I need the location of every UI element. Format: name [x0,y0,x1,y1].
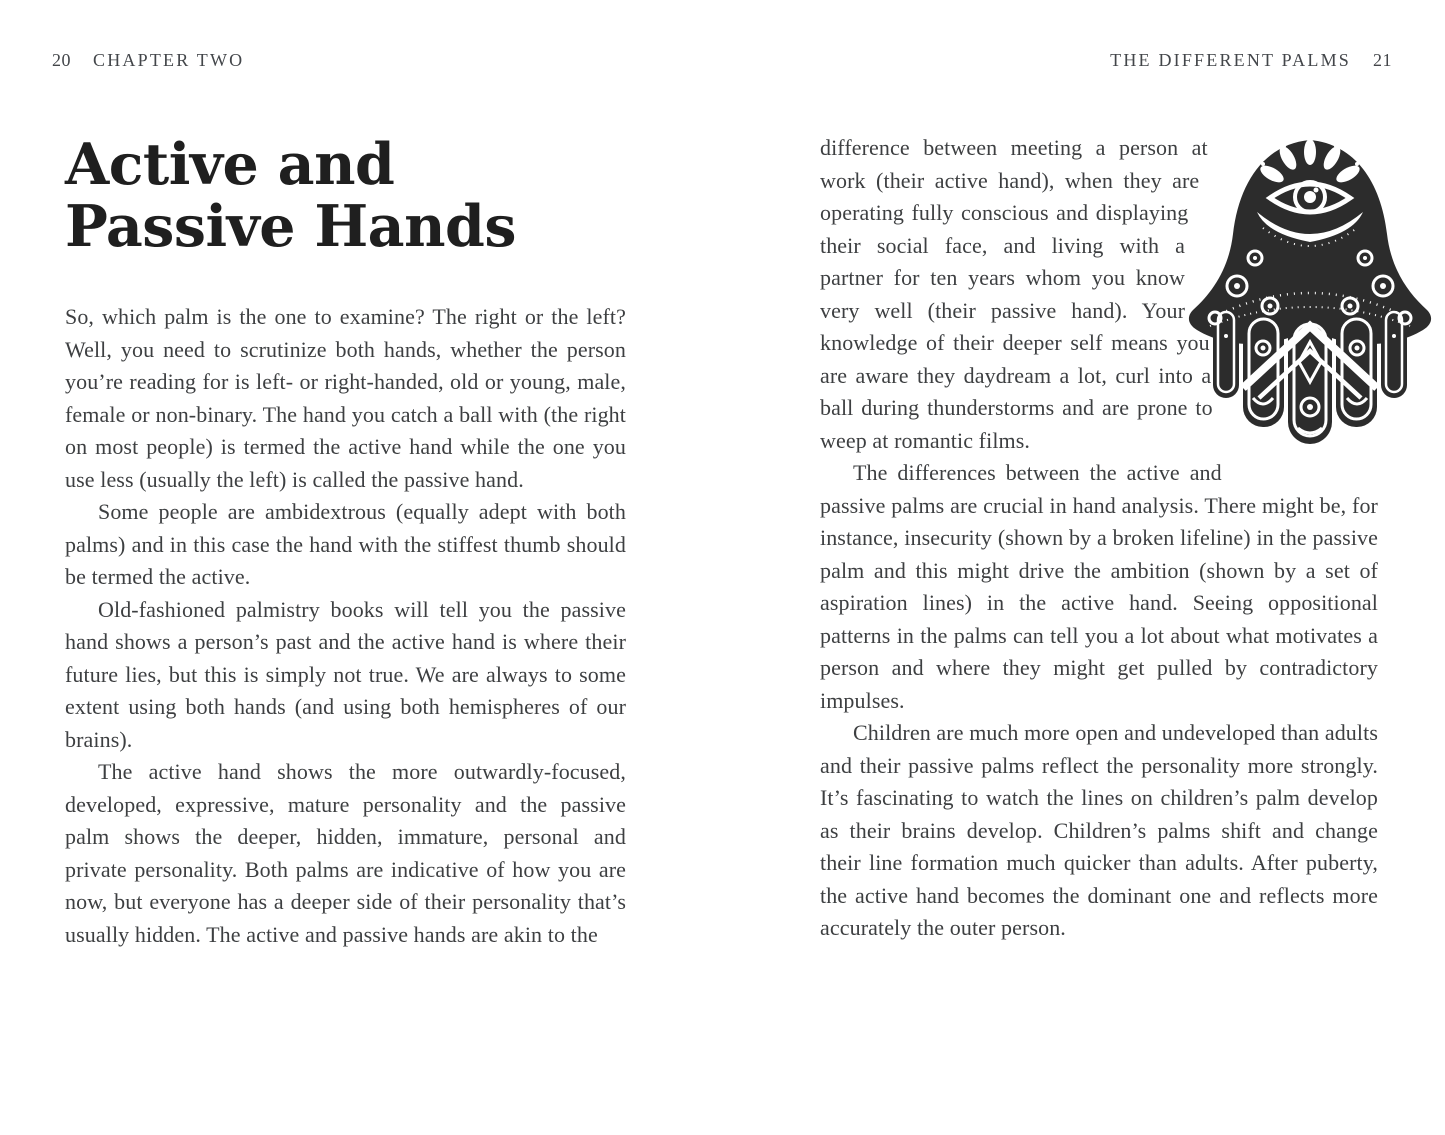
hamsa-icon [1185,136,1435,474]
running-head-right [1110,50,1392,71]
right-page-text-column [820,132,1378,945]
chapter-title-line1: Active and [65,131,395,198]
paragraph: difference between meeting a person at work (their active hand), when they are operating fully conscious and displaying their social face, and living with a partner for ten years whom you know very well (their passive hand). Your knowledge of their deeper self means you are aware they daydream a lot, curl into a ball during thunderstorms and are prone to weep at romantic films. [820,135,1213,453]
running-head-left [52,50,244,71]
paragraph: Old-fashioned palmistry books will tell you the passive hand shows a person’s past and the active hand is where their future lies, but this is simply not true. We are always to some extent using both hands (and using both hemispheres of our brains). [65,596,626,752]
paragraph: The active hand shows the more outwardly-focused, developed, expressive, mature personality and the passive palm shows the deeper, hidden, immature, personal and private personality. Both palms are indicative of how you are now, but everyone has a deeper side of their personality that’s usually hidden. The active and passive hands are akin to the [65,759,626,947]
left-page-text-column [65,132,626,951]
paragraph: So, which palm is the one to examine? The right or the left? Well, you need to scrutinize both hands, whether the person you’re reading for is left- or right-handed, old or young, male, female or non-binary. The hand you catch a ball with (the right on most people) is termed the active hand while the one you use less (usually the left) is called the passive hand. [65,304,626,492]
paragraph: Some people are ambidextrous (equally adept with both palms) and in this case the hand with the stiffest thumb should be termed the active. [65,499,626,589]
paragraph: Children are much more open and undeveloped than adults and their passive palms reflect the personality more strongly. It’s fascinating to watch the lines on children’s palm develop as their brains develop. Children’s palms shift and change their line formation much quicker than adults. After puberty, the active hand becomes the dominant one and reflects more accurately the outer person. [820,720,1378,940]
paragraph: The differences between the active and passive palms are crucial in hand analysis. There might be, for instance, insecurity (shown by a broken lifeline) in the passive palm and this might drive the ambition (shown by a set of aspiration lines) in the active hand. Seeing oppositional patterns in the palms can tell you a lot about what motivates a person and where they might get pulled by contradictory impulses. [820,460,1378,713]
chapter-title-line2: Passive Hands [65,193,517,260]
running-head-left-title: CHAPTER TWO [93,50,245,70]
chapter-title [65,131,626,260]
page-number-right: 21 [1373,50,1392,70]
page-number-left: 20 [52,50,71,70]
running-head-right-title: THE DIFFERENT PALMS [1110,50,1351,70]
